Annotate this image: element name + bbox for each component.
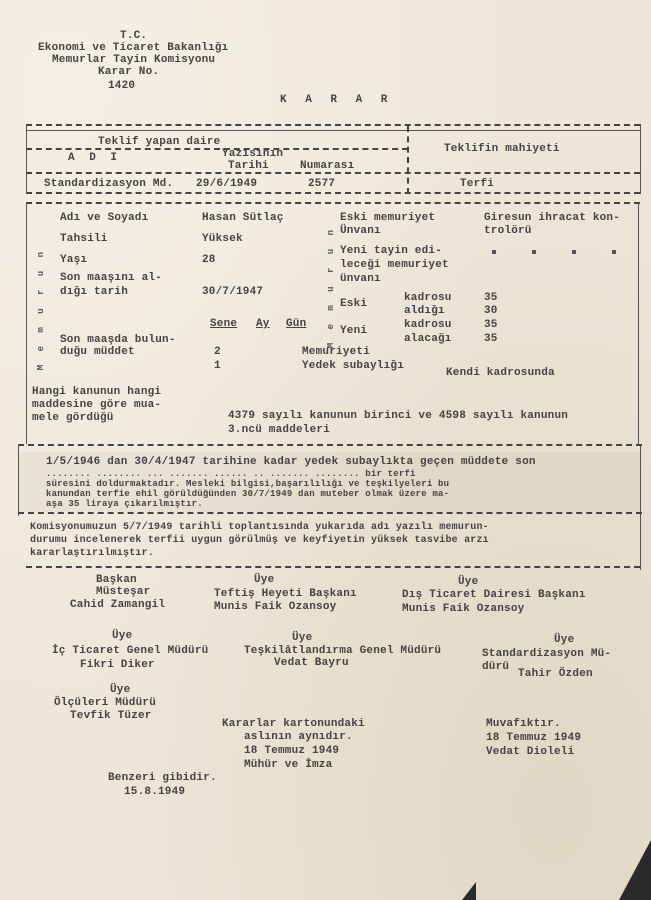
blank-mark xyxy=(532,250,536,254)
table-row-divider-2 xyxy=(26,172,640,174)
table-top-border-2 xyxy=(26,130,640,131)
office-name-value: Standardizasyon Md. xyxy=(44,178,174,190)
explanation-bottom-border xyxy=(18,512,642,514)
decision-line-3: kararlaştırılmıştır. xyxy=(30,548,155,559)
member-5-label: Üye xyxy=(554,634,575,646)
offering-office-label: Teklif yapan daire xyxy=(98,136,221,148)
decision-line-2: durumu incelenerek terfii uygun görülmüş ve keyfiyetin yüksek tasvibe arzı xyxy=(30,535,489,546)
duration-label-2: duğu müddet xyxy=(60,346,135,358)
archive-line-1: Kararlar kartonundaki xyxy=(222,718,365,730)
explanation-line-1: 1/5/1946 dan 30/4/1947 tarihine kadar yedek subaylıkta geçen müddete son xyxy=(46,456,536,468)
date-value: 29/6/1949 xyxy=(196,178,258,190)
last-salary-label-2: dığı tarih xyxy=(60,286,129,298)
member-5-title-1: Standardizasyon Mü- xyxy=(482,648,612,660)
kadrosu-1: kadrosu xyxy=(404,292,452,304)
old-label: Eski xyxy=(340,298,368,310)
number-value: 2577 xyxy=(308,178,336,190)
nature-value: Terfi xyxy=(460,178,495,190)
col-year: Sene xyxy=(210,318,238,330)
ministry-name: Ekonomi ve Ticaret Bakanlığı xyxy=(38,42,229,54)
new-title-label-1: Yeni tayin edi- xyxy=(340,245,443,257)
law-label-1: Hangi kanunun hangi xyxy=(32,386,162,398)
member-3-label: Üye xyxy=(112,630,133,642)
table-bottom-border xyxy=(26,192,640,194)
yedek-label: Yedek subaylığı xyxy=(302,360,405,372)
copy-line-1: Benzeri gibidir. xyxy=(108,772,217,784)
explanation-line-4: kanundan terfie ehil görüldüğünden 30/7/1949 dan muteber olmak üzere ma- xyxy=(46,489,450,499)
name-label: A D I xyxy=(68,152,122,164)
age-value: 28 xyxy=(202,254,216,266)
explanation-top-border xyxy=(18,444,642,446)
duration-value-2: 1 xyxy=(214,360,221,372)
col-month: Ay xyxy=(256,318,270,330)
personnel-box-top xyxy=(26,202,640,204)
document-title: K A R A R xyxy=(280,94,394,106)
education-value: Yüksek xyxy=(202,233,243,245)
blank-mark xyxy=(612,250,616,254)
member-6-title: Ölçüleri Müdürü xyxy=(54,697,157,709)
kendi-label: Kendi kadrosunda xyxy=(446,367,555,379)
blank-mark xyxy=(492,250,496,254)
age-label: Yaşı xyxy=(60,254,88,266)
new-title-label-3: ünvanı xyxy=(340,273,381,285)
kadrosu-2: kadrosu xyxy=(404,319,452,331)
table-right-border xyxy=(640,124,641,194)
alacagi: alacağı xyxy=(404,333,452,345)
explanation-right-border xyxy=(640,446,641,570)
personnel-box-left xyxy=(26,202,27,444)
member-1-name: Munis Faik Ozansoy xyxy=(214,601,337,613)
member-2-title: Dış Ticaret Dairesi Başkanı xyxy=(402,589,586,601)
member-4-name: Vedat Bayru xyxy=(274,657,349,669)
decision-bottom-border xyxy=(26,566,640,568)
old-title-label-1: Eski memuriyet xyxy=(340,212,436,224)
member-5-name: Tahir Özden xyxy=(518,668,593,680)
explanation-left-border xyxy=(18,444,19,516)
archive-line-3: 18 Temmuz 1949 xyxy=(244,745,340,757)
education-label: Tahsili xyxy=(60,233,108,245)
member-1-label: Üye xyxy=(254,574,275,586)
member-5-title-2: dürü xyxy=(482,661,510,673)
value-1: 35 xyxy=(484,292,498,304)
chair-label: Başkan xyxy=(96,574,137,586)
member-2-name: Munis Faik Ozansoy xyxy=(402,603,525,615)
value-3: 35 xyxy=(484,319,498,331)
person-name-value: Hasan Sütlaç xyxy=(202,212,284,224)
table-top-border xyxy=(26,124,640,126)
law-value-1: 4379 sayılı kanunun birinci ve 4598 sayılı kanunun xyxy=(228,410,569,422)
law-value-2: 3.ncü maddeleri xyxy=(228,424,331,436)
memuriyet-label: Memuriyeti xyxy=(302,346,371,358)
approved-line-3: Vedat Dioleli xyxy=(486,746,575,758)
decision-no-label: Karar No. xyxy=(98,66,160,78)
archive-line-4: Mühür ve İmza xyxy=(244,759,333,771)
law-label-2: maddesine göre mua- xyxy=(32,399,162,411)
commission-name: Memurlar Tayin Komisyonu xyxy=(52,54,216,66)
decision-no: 1420 xyxy=(108,80,136,92)
old-title-label-2: Ünvanı xyxy=(340,225,381,237)
number-label: Numarası xyxy=(300,160,355,172)
table-row-divider xyxy=(26,148,408,150)
decision-line-1: Komisyonumuzun 5/7/1949 tarihli toplantısında yukarıda adı yazılı memurun- xyxy=(30,522,489,533)
last-salary-value: 30/7/1947 xyxy=(202,286,264,298)
table-left-border xyxy=(26,124,27,194)
duration-label-1: Son maaşda bulun- xyxy=(60,334,176,346)
chair-name: Cahid Zamangil xyxy=(70,599,166,611)
archive-line-2: aslının aynıdır. xyxy=(244,731,353,743)
old-title-value-2: trolörü xyxy=(484,225,532,237)
explanation-line-3: süresini doldurmaktadır. Mesleki bilgisi,başarılılığı ve teşkilyeleri bu xyxy=(46,479,450,489)
value-2: 30 xyxy=(484,305,498,317)
member-4-label: Üye xyxy=(292,632,313,644)
approved-line-2: 18 Temmuz 1949 xyxy=(486,732,582,744)
law-label-3: mele gördüğü xyxy=(32,412,114,424)
member-6-name: Tevfik Tüzer xyxy=(70,710,152,722)
member-2-label: Üye xyxy=(458,576,479,588)
member-4-title: Teşkilâtlandırma Genel Müdürü xyxy=(244,645,442,657)
person-side-label: M e m u r u n xyxy=(36,248,46,371)
member-1-title: Teftiş Heyeti Başkanı xyxy=(214,588,357,600)
nature-label: Teklifin mahiyeti xyxy=(444,143,560,155)
member-3-title: İç Ticaret Genel Müdürü xyxy=(52,645,209,657)
date-label: Tarihi xyxy=(228,160,269,172)
explanation-line-2: ........ ........ ... ....... ...... .. ....... ........ bir terfi xyxy=(46,469,416,479)
tc-heading: T.C. xyxy=(120,30,148,42)
value-4: 35 xyxy=(484,333,498,345)
person-name-label: Adı ve Soyadı xyxy=(60,212,149,224)
chair-deputy: Müsteşar xyxy=(96,586,151,598)
member-6-label: Üye xyxy=(110,684,131,696)
old-title-value-1: Giresun ihracat kon- xyxy=(484,212,621,224)
copy-line-2: 15.8.1949 xyxy=(124,786,186,798)
col-day: Gün xyxy=(286,318,307,330)
position-side-label: M e m u r u n xyxy=(326,226,336,349)
aldigi: aldığı xyxy=(404,305,445,317)
approved-line-1: Muvafıktır. xyxy=(486,718,561,730)
duration-value-1: 2 xyxy=(214,346,221,358)
personnel-box-right xyxy=(638,202,639,446)
member-3-name: Fikri Diker xyxy=(80,659,155,671)
explanation-line-5: aşa 35 liraya çıkarılmıştır. xyxy=(46,499,203,509)
date-label-top: Yazısının xyxy=(222,148,284,160)
blank-mark xyxy=(572,250,576,254)
last-salary-label-1: Son maaşını al- xyxy=(60,272,163,284)
new-title-label-2: leceği memuriyet xyxy=(340,259,449,271)
table-center-divider xyxy=(407,126,409,194)
new-label: Yeni xyxy=(340,325,368,337)
